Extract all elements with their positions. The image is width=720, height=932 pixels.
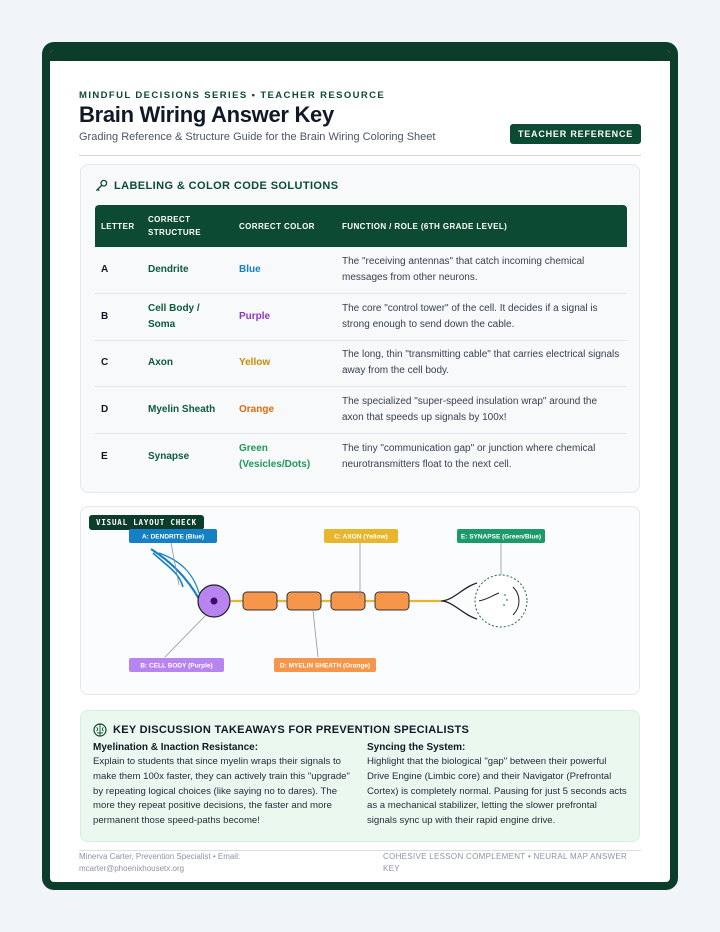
color-cell: Green (Vesicles/Dots) bbox=[239, 442, 311, 470]
color-cell: Blue bbox=[233, 247, 336, 294]
structure-cell: Myelin Sheath bbox=[142, 387, 233, 434]
header-divider bbox=[79, 155, 641, 156]
synapse-label: E: SYNAPSE (Green/Blue) bbox=[460, 533, 542, 541]
takeaway-right bbox=[367, 742, 629, 829]
cell-body-label: B: CELL BODY (Purple) bbox=[140, 662, 213, 670]
nucleus-dot bbox=[211, 598, 218, 605]
letter-cell: D bbox=[95, 387, 142, 434]
dendrite-label: A: DENDRITE (Blue) bbox=[141, 533, 205, 541]
solutions-panel bbox=[80, 164, 640, 493]
col-letter: LETTER bbox=[101, 221, 135, 231]
takeaway-right-body: Highlight that the biological "gap" between their powerful Drive Engine (Limbic core) and their Navigator (Prefrontal Cortex) is completely normal. Pausing for just 5 seconds acts as a mechanical stabilizer, letting the slower prefrontal signals sync up with their rapid engine drive. bbox=[367, 756, 627, 827]
col-structure: CORRECT STRUCTURE bbox=[148, 215, 201, 237]
color-cell: Orange bbox=[233, 387, 336, 434]
structure-cell: Dendrite bbox=[142, 247, 233, 294]
myelin-leader bbox=[313, 611, 318, 657]
letter-cell: B bbox=[95, 294, 142, 341]
structure-cell: Synapse bbox=[148, 450, 190, 462]
axon-terminal bbox=[441, 583, 477, 619]
footer-note: COHESIVE LESSON COMPLEMENT • NEURAL MAP ANSWER KEY bbox=[383, 852, 628, 873]
top-accent-bar bbox=[50, 50, 670, 61]
myelin-label: D: MYELIN SHEATH (Orange) bbox=[279, 662, 371, 670]
function-cell: The long, thin "transmitting cable" that carries electrical signals away from the cell body. bbox=[336, 340, 627, 387]
takeaways-heading-text: KEY DISCUSSION TAKEAWAYS FOR PREVENTION SPECIALISTS bbox=[113, 724, 470, 736]
col-color: CORRECT COLOR bbox=[239, 221, 315, 231]
color-cell: Yellow bbox=[233, 340, 336, 387]
takeaways-heading bbox=[93, 723, 469, 737]
teacher-reference-badge: TEACHER REFERENCE bbox=[510, 124, 641, 144]
takeaway-left-title: Myelination & Inaction Resistance: bbox=[93, 742, 259, 753]
answer-key-sheet bbox=[50, 50, 670, 882]
cell-body-leader bbox=[165, 615, 206, 657]
myelin-segment bbox=[287, 592, 321, 610]
solutions-heading-text: LABELING & COLOR CODE SOLUTIONS bbox=[114, 179, 339, 192]
table-row bbox=[95, 340, 627, 387]
structure-cell: Axon bbox=[142, 340, 233, 387]
table-row bbox=[95, 247, 627, 294]
visual-layout-panel bbox=[80, 506, 640, 695]
table-row bbox=[95, 294, 627, 341]
page-title: Brain Wiring Answer Key bbox=[79, 102, 334, 127]
table-row bbox=[95, 387, 627, 434]
table-header-row bbox=[95, 205, 627, 247]
brain-icon bbox=[93, 723, 107, 737]
key-icon bbox=[95, 179, 108, 192]
takeaway-left-body: Explain to students that since myelin wraps their signals to make them 100x faster, they can actively train this "upgrade" by repeating logical choices (like saying no to dares). The more they repeat positive decisions, the faster and more permanent those speed-paths become! bbox=[93, 756, 350, 827]
function-cell: The tiny "communication gap" or junction where chemical neurotransmitters float to the next cell. bbox=[342, 442, 596, 470]
table-row bbox=[95, 433, 627, 480]
solutions-table bbox=[95, 205, 627, 480]
takeaway-left bbox=[93, 742, 355, 829]
takeaway-right-title: Syncing the System: bbox=[367, 742, 466, 753]
page-subtitle: Grading Reference & Structure Guide for the Brain Wiring Coloring Sheet bbox=[79, 131, 436, 143]
solutions-heading bbox=[95, 179, 338, 192]
letter-cell: E bbox=[101, 450, 108, 462]
footer-contact: Minerva Carter, Prevention Specialist • Email: mcarter@phoenixhousetx.org bbox=[79, 852, 241, 873]
vesicle-dot bbox=[503, 604, 505, 606]
neuron-diagram bbox=[81, 507, 641, 696]
page-frame bbox=[42, 42, 678, 890]
letter-cell: A bbox=[95, 247, 142, 294]
visual-layout-badge: VISUAL LAYOUT CHECK bbox=[89, 515, 204, 530]
function-cell: The "receiving antennas" that catch incoming chemical messages from other neurons. bbox=[336, 247, 627, 294]
color-cell: Purple bbox=[233, 294, 336, 341]
function-cell: The core "control tower" of the cell. It decides if a signal is strong enough to send down the cable. bbox=[336, 294, 627, 341]
letter-cell: C bbox=[95, 340, 142, 387]
takeaways-panel bbox=[80, 710, 640, 842]
myelin-segment bbox=[375, 592, 409, 610]
axon-label: C: AXON (Yellow) bbox=[334, 533, 388, 541]
myelin-segment bbox=[243, 592, 277, 610]
structure-cell: Cell Body / Soma bbox=[142, 294, 233, 341]
series-label: MINDFUL DECISIONS SERIES • TEACHER RESOURCE bbox=[79, 90, 386, 101]
vesicle-dot bbox=[506, 599, 508, 601]
function-cell: The specialized "super-speed insulation wrap" around the axon that speeds up signals by 100x! bbox=[336, 387, 627, 434]
col-function: FUNCTION / ROLE (6TH GRADE LEVEL) bbox=[342, 221, 508, 231]
vesicle-dot bbox=[504, 594, 506, 596]
